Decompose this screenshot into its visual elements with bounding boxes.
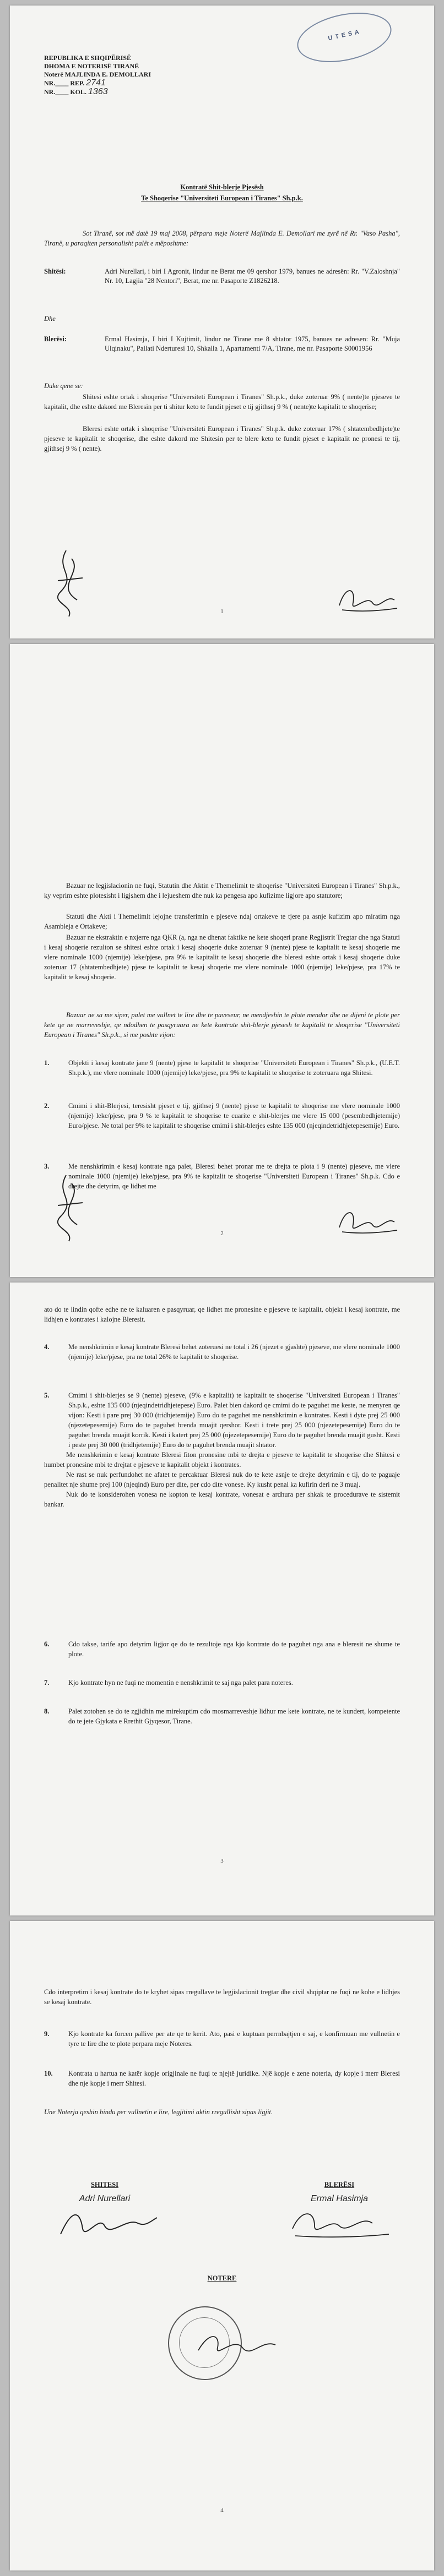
seller-label: Shitësi: [44, 268, 66, 275]
recital-5: Bazuar ne ekstraktin e nxjerre nga QKR (a, nga ne dhenat faktike ne kete shoqeri prane Regjistrit Tregtar dhe nga Statuti i kesaj shoqerie rezulton se shitesi eshte ortak i kesaj shoqerie duke zoteruar 9 (nente) pjese te kapitalit te kesaj shoqerie me vlere nominale 1000 (njemije) leke/pjese, pra 9% te kapitalit te kesaj shoqerie dhe bleresi eshte ortak i kesaj shoqerie duke zoteruar 17 (shtatembedhjete) pjese te kapitalit te kesaj shoqerie me vlere nominale 1000 (njemije) leke/pjese, pra 17% te kapitalit te kesaj shoqerie. [44, 934, 400, 981]
seller-signature [50, 2204, 160, 2242]
clause-5: 5. Cmimi i shit-blerjes se 9 (nente) pjeseve, (9% e kapitalit) te kapitalit te shoqerise "Universiteti European i Tiranes" Sh.p.k., eshte 135 000 (njeqindetridhjetepese) Euro. Palet bien dakord qe cmimi do te paguhet me keste, ne menyren qe vijon: Kesti i pare prej 30 000 (tridhjetemije) Euro do te paguhet me nenshkrimin e kontrates. Kesti i dyte prej 25 000 (njezetepesemije) Euro do te paguhet brenda muajit qershor. Kesti i trete prej 25 000 (njezetepesemije) Euro do te paguhet brenda muajit korrik. Kesti i katert prej 25 000 (njezetepesemije) Euro do te paguhet brenda muajit gusht. Kesti i peste prej 30 000 (tridhjetemije) Euro do te paguhet brenda muajit shtator. Me nenshkrimin e kesaj kontrate Bleresi fiton pronesine mbi te drejta e pjeseve te kapitalit te shoqerise dhe Shitesi e humbet pronesine mbi te drejtat e pjeseve te kapitalit objekt i kontrates. Ne rast se nuk perfundohet ne afatet te percaktuar Bleresi nuk do te kete asnje te drejte detyrimin e tij, do te paguaje penalitet nje shume prej 100 (njeqind) Euro per dite, per cdo dite vonese. Ky kusht penal ka kufirin deri ne 3 muaj. Nuk do te konsiderohen vonesa ne kopton te kesaj kontrate, vonesat e ardhura per shkak te procedurave te sistemit bankar. [44, 1391, 400, 1508]
clause-3-continued: ato do te lindin qofte edhe ne te kaluaren e pasqyruar, qe lidhet me pronesine e pjeseve te kapitalit, objekt i kesaj kontrate, me lidhjen e kontrates i kalojne Bleresit. [44, 1306, 400, 1323]
clause-2: 2. Cmimi i shit-Blerjesi, teresisht pjeset e tij, gjithsej 9 (nente) pjese te kapitalit te shoqerise me vlere nominale 1000 (njemije) leke/pjese, pra 9 % te kapitalit te shoqerise te cuarite e shit-blerjes me vlere 15 000 (pesembedhjetemije) Euro/pjese. Ne total per 9% te kapitalit te shoqerise cmimi i shit-blerjes eshte 135 000 (njeqindetridhjetepesemije) Euro. [44, 1102, 400, 1129]
page-2 [10, 644, 434, 1277]
seller-signature-column [44, 2180, 165, 2245]
buyer-heading: BLERËSI [324, 2181, 355, 2188]
title-line-2: Te Shoqerise "Universiteti European i Tiranes" Sh.p.k. [141, 194, 303, 202]
contract-title [44, 182, 400, 204]
agreement-intro: Bazuar ne sa me siper, palet me vullnet te lire dhe te paveseur, ne mendjeshin te plote mendor dhe ne dijeni te plote per kete qe ne marreveshje, qe ndodhen te pasqyruara ne kete kontrate shit-blerje pjesesh te kapitalit te shoqerise "Universiteti European i Tiranes" Sh.p.k., si me poshte vijon: [44, 1011, 400, 1039]
clause-4-text: Me nenshkrimin e kesaj kontrate Bleresi behet zoteruesi ne total i 26 (njezet e gjashte) pjeseve, me vlere nominale 1000 (njemije) leke/pjese, pra ne total 26% te kapitalit te shoqerise. [68, 1343, 400, 1361]
recital-3: Bazuar ne legjislacionin ne fuqi, Statutin dhe Aktin e Themelimit te shoqerise "Universiteti European i Tiranes" Sh.p.k., ky veprim eshte plotesisht i ligjshem dhe i lejueshem dhe nuk ka pengesa apo kufizime ligjore apo statutore; [44, 882, 400, 899]
buyer-written-name: Ermal Hasimja [310, 2194, 368, 2203]
page-number: 1 [220, 608, 224, 615]
clause-7-text: Kjo kontrate hyn ne fuqi ne momentin e nenshkrimit te saj nga palet para noteres. [68, 1679, 293, 1687]
clause-7: 7. Kjo kontrate hyn ne fuqi ne momentin e nenshkrimit te saj nga palet para noteres. [44, 1678, 400, 1688]
clause-6-text: Cdo takse, tarife apo detyrim ligjor qe do te rezultoje nga kjo kontrate do te paguhet nga ana e bleresit ne shume te plote. [68, 1640, 400, 1658]
clause-10: 10. Kontrata u hartua ne katër kopje origjinale ne fuqi te njejtë juridike. Një kopje e zene noteria, dy kopje i merr Bleresi dhe nje kopje i merr Shitesi. [44, 2070, 400, 2087]
clause-3-text: Me nenshkrimin e kesaj kontrate nga palet, Bleresi behet pronar me te drejta te plota i 9 (nente) pjeseve, me vlere nominale 1000 (njemije) leke/pjese, pra 9% te kapitalit te shoqerise "Universiteti European i Tiranes" Sh.p.k. Cdo e drejte dhe detyrim, qe lidhet me [68, 1163, 400, 1190]
seller-heading: SHITESI [90, 2181, 119, 2188]
recital-2: Bleresi eshte ortak i shoqerise "Universiteti European i Tiranes" Sh.p.k. duke zoteruar 17% ( shtatembedhjete)te pjeseve te kapitalit te shoqerise, dhe eshte dakord me Shitesin per te blere keto te fundit pjeset e kapitalit ne pronesi te tij, gjithsej 9 % ( nente). [44, 425, 400, 452]
header-line-1: REPUBLIKA E SHQIPËRISË [44, 54, 132, 62]
clause-6: 6. Cdo takse, tarife apo detyrim ligjor qe do te rezultoje nga kjo kontrate do te paguhet nga ana e bleresit ne shume te plote. [44, 1640, 400, 1658]
and-label: Dhe [44, 315, 56, 323]
buyer-signature-column [279, 2180, 400, 2245]
recital-1: Shitesi eshte ortak i shoqerise "Universiteti European i Tiranes" Sh.p.k., duke zoteruar 9% ( nente)te pjeseve te kapitalit, dhe eshte dakord me Bleresin per ti shitur keto te fundit pjeset e tij gjithsej 9 % ( nente)te kapitalit te shoqerise; [44, 393, 400, 411]
notary-signature [193, 2328, 281, 2361]
buyer-signature [284, 2204, 394, 2242]
buyer-label: Blerësi: [44, 335, 67, 343]
clause-8-continued: Cdo interpretim i kesaj kontrate do te kryhet sipas rregullave te legjislacionit tregtar dhe civil shqiptar ne fuqi ne kohe e lidhjes se kesaj kontrate. [44, 1988, 400, 2006]
page-4 [10, 1921, 434, 2570]
page-number: 3 [220, 1858, 224, 1864]
clause-8-text: Palet zotohen se do te zgjidhin me mirekuptim cdo mosmarreveshje lidhur me kete kontrate, ne te kundert, kompetente do te jete Gjykata e Rrethit Gjyqesor, Tirane. [68, 1707, 400, 1725]
recital-4: Statuti dhe Akti i Themelimit lejojne transferimin e pjeseve ndaj ortakeve te tjere pa asnje kufizim apo miratim nga Asambleja e Ortakeve; [44, 913, 400, 930]
considering-label: Duke qene se: [44, 382, 83, 390]
title-line-1: Kontratë Shit-blerje Pjesësh [180, 183, 264, 191]
clause-5-b: Me nenshkrimin e kesaj kontrate Bleresi fiton pronesine mbi te drejta e pjeseve te kapitalit te shoqerise dhe Shitesi e humbet pronesine mbi te drejtat e pjeseve te kapitalit objekt i kontrates. [44, 1451, 400, 1469]
clause-1-text: Objekti i kesaj kontrate jane 9 (nente) pjese te kapitalit te shoqerise "Universiteti European i Tiranes" Sh.p.k., (U.E.T. Sh.p.k.), me vlere nominale 1000 (njemije) leke/pjese, pra 9% te kapitalit te shoqerise te zoteruara nga Shitesi. [68, 1059, 400, 1077]
clause-3: 3. Me nenshkrimin e kesaj kontrate nga palet, Bleresi behet pronar me te drejta te plota i 9 (nente) pjeseve, me vlere nominale 1000 (njemije) leke/pjese, pra 9% te kapitalit te shoqerise "Universiteti European i Tiranes" Sh.p.k. Cdo e drejte dhe detyrim, qe lidhet me [44, 1163, 400, 1190]
clause-9-text: Kjo kontrate ka forcen pallive per ate qe te kerit. Ato, pasi e kuptuan perrnbajtjen e saj, e konfirmuan me vullnetin e tyre te lire dhe te plote perpara meje Noteres. [68, 2030, 400, 2048]
clause-1: 1. Objekti i kesaj kontrate jane 9 (nente) pjese te kapitalit te shoqerise "Universiteti European i Tiranes" Sh.p.k., (U.E.T. Sh.p.k.), me vlere nominale 1000 (njemije) leke/pjese, pra 9% te kapitalit te shoqerise te zoteruara nga Shitesi. [44, 1059, 400, 1077]
page-number: 2 [220, 1230, 224, 1237]
page-1 [10, 6, 434, 638]
clause-5-c: Ne rast se nuk perfundohet ne afatet te percaktuar Bleresi nuk do te kete asnje te drejte detyrimin e tij, do te paguaje penalitet nje shume prej 100 (njeqind) Euro per dite, per cdo dite vonese. Ky kusht penal ka kufirin deri ne 3 muaj. [44, 1471, 400, 1488]
notary-header [44, 54, 151, 96]
page-3 [10, 1282, 434, 1915]
clause-5-text: Cmimi i shit-blerjes se 9 (nente) pjeseve, (9% e kapitalit) te kapitalit te shoqerise "Universiteti European i Tiranes" Sh.p.k., eshte 135 000 (njeqindetridhjetepese) Euro. Palet bien dakord qe cmimi do te paguhet me keste, ne menyren qe vijon: Kesti i pare prej 30 000 (tridhjetemije) Euro do te paguhet me nenshkrimin e kontrates. Kesti i dyte prej 25 000 (njezetepesemije) Euro do te paguhet brenda muajit qershor. Kesti i trete prej 25 000 (njezetepesemije) Euro do te paguhet brenda muajit korrik. Kesti i katert prej 25 000 (njezetepesemije) Euro do te paguhet brenda muajit gusht. Kesti i peste prej 30 000 (tridhjetemije) Euro do te paguhet brenda muajit shtator. [68, 1391, 400, 1449]
kol-number: NR.____ KOL. 1363 [44, 87, 108, 96]
closing-statement: Une Noterja qeshin bindu per vullnetin e lire, legjitimi aktin rregullisht sipas ligjit. [44, 2108, 273, 2116]
header-line-2: DHOMA E NOTERISË TIRANË [44, 62, 139, 70]
buyer-text: Ermal Hasimja, I biri I Kujtimit, lindur ne Tirane me 8 shtator 1975, banues ne adresen: Rr. "Muja Ulqinaku", Pallati Nderturesi 10, Shkalla 1, Apartamenti 7/A, Tirane, me nr. Pasaporte S0001956 [105, 335, 400, 352]
stamp-text: U T E S A [327, 29, 360, 42]
clause-5-d: Nuk do te konsiderohen vonesa ne kopton te kesaj kontrate, vonesat e ardhura per shkak te procedurave te sistemit bankar. [44, 1491, 400, 1508]
clause-10-text: Kontrata u hartua ne katër kopje origjinale ne fuqi te njejtë juridike. Një kopje e zene noteria, dy kopje i merr Bleresi dhe nje kopje i merr Shitesi. [68, 2070, 400, 2087]
clause-2-text: Cmimi i shit-Blerjesi, teresisht pjeset e tij, gjithsej 9 (nente) pjese te kapitalit te shoqerise me vlere nominale 1000 (njemije) leke/pjese, pra 9 % te kapitalit te shoqerise te cuarite e shit-blerjes me vlere 15 000 (pesembedhjetemije) Euro/pjese. Ne total per 9% te kapitalit te shoqerise cmimi i shit-blerjes eshte 135 000 (njeqindetridhjetepesemije) Euro. [68, 1102, 400, 1129]
clause-4: 4. Me nenshkrimin e kesaj kontrate Bleresi behet zoteruesi ne total i 26 (njezet e gjashte) pjeseve, me vlere nominale 1000 (njemije) leke/pjese, pra ne total 26% te kapitalit te shoqerise. [44, 1343, 400, 1361]
rep-number: NR.____ REP. 2741 [44, 78, 106, 88]
seller-written-name: Adri Nurellari [79, 2194, 131, 2203]
seller-text: Adri Nurellari, i biri I Agronit, lindur ne Berat me 09 qershor 1979, banues ne adresën: Rr. "V.Zaloshnja" Nr. 10, Lagjia "28 Nentori", Berat, me nr. Pasaporte Z1826218. [105, 268, 400, 285]
clause-9: 9. Kjo kontrate ka forcen pallive per ate qe te kerit. Ato, pasi e kuptuan perrnbajtjen e saj, e konfirmuan me vullnetin e tyre te lire dhe te plote perpara meje Noteres. [44, 2030, 400, 2048]
intro-paragraph: Sot Tiranë, sot më datë 19 maj 2008, përpara meje Noterë Majlinda E. Demollari me zyrë në Rr. "Vaso Pasha", Tiranë, u paraqiten personalisht palët e mëposhtme: [44, 230, 400, 247]
clause-8: 8. Palet zotohen se do te zgjidhin me mirekuptim cdo mosmarreveshje lidhur me kete kontrate, ne te kundert, kompetente do te jete Gjykata e Rrethit Gjyqesor, Tirane. [44, 1707, 400, 1725]
page-number: 4 [220, 2507, 224, 2514]
notary-heading: NOTERE [207, 2274, 237, 2282]
header-line-3: Noterë MAJLINDA E. DEMOLLARI [44, 70, 151, 78]
